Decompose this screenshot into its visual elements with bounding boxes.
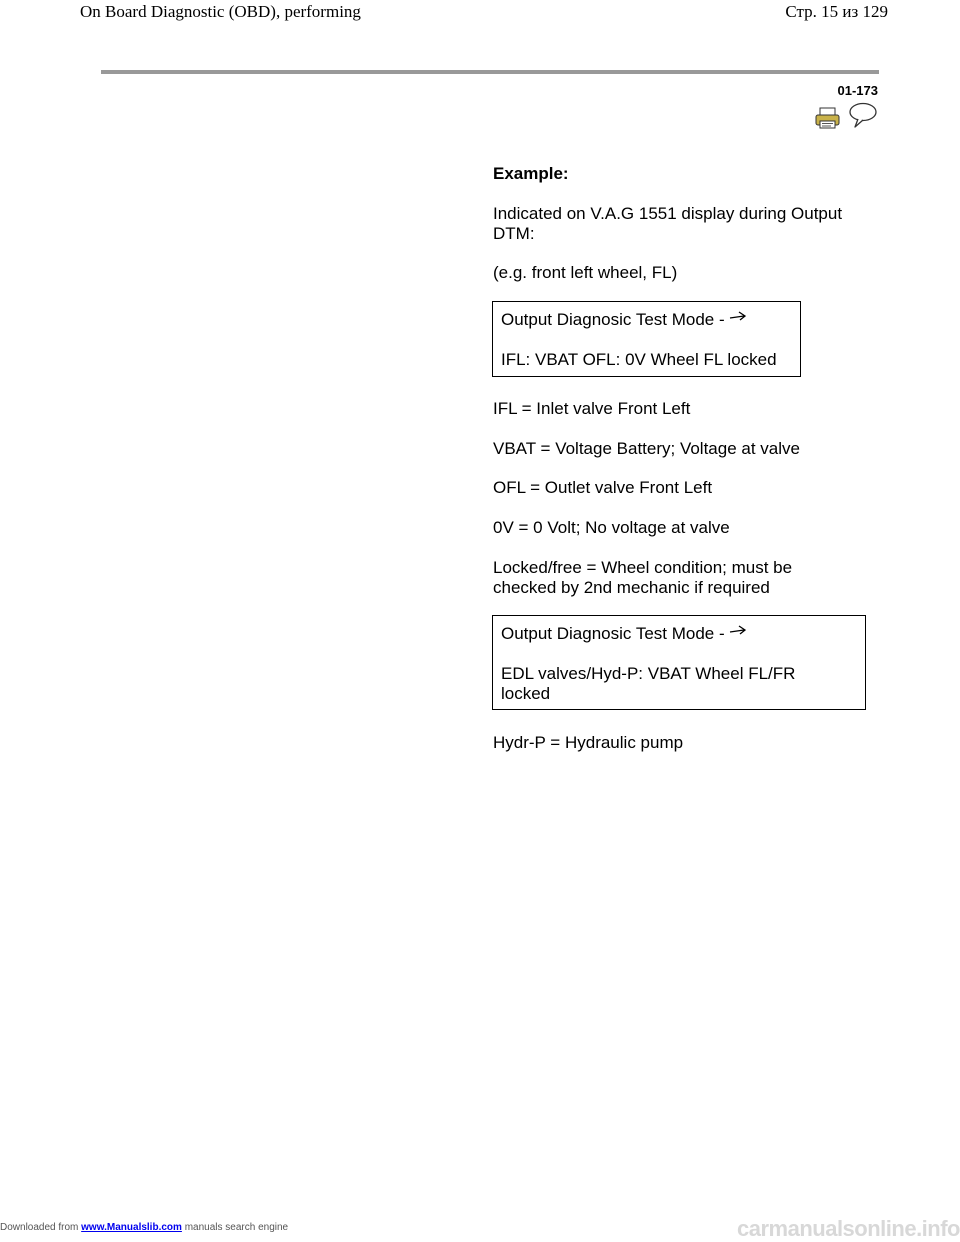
box2-line1: Output Diagnosic Test Mode - (501, 624, 725, 643)
document-number: 01-173 (837, 83, 878, 98)
def-ifl: IFL = Inlet valve Front Left (493, 399, 691, 418)
def-vbat: VBAT = Voltage Battery; Voltage at valve (493, 439, 800, 458)
example-heading: Example: (493, 164, 569, 183)
box2-line2: EDL valves/Hyd-P: VBAT Wheel FL/FR locked (501, 664, 796, 703)
intro-text: Indicated on V.A.G 1551 display during Output DTM: (493, 204, 843, 243)
watermark: carmanualsonline.info (737, 1216, 960, 1241)
display-box-1 (492, 301, 801, 377)
footer-prefix: Downloaded from (0, 1222, 79, 1233)
def-0v: 0V = 0 Volt; No voltage at valve (493, 518, 730, 537)
header-title: On Board Diagnostic (OBD), performing (80, 2, 361, 21)
print-icon[interactable] (815, 107, 840, 129)
footer-suffix: manuals search engine (184, 1222, 289, 1233)
header-page-number: Стр. 15 из 129 (785, 2, 888, 21)
def-locked: Locked/free = Wheel condition; must be checked by 2nd mechanic if required (493, 558, 793, 597)
footer (0, 1222, 288, 1233)
box1-line1: Output Diagnosic Test Mode - (501, 310, 725, 329)
arrow-right-icon (729, 625, 747, 637)
box1-line2: IFL: VBAT OFL: 0V Wheel FL locked (501, 350, 777, 369)
display-box-2 (492, 615, 866, 710)
example-note: (e.g. front left wheel, FL) (493, 263, 678, 282)
footer-link[interactable]: www.Manualslib.com (81, 1222, 182, 1233)
def-ofl: OFL = Outlet valve Front Left (493, 478, 713, 497)
header-rule (101, 70, 879, 74)
arrow-right-icon (729, 311, 747, 323)
def-hydr: Hydr-P = Hydraulic pump (493, 733, 684, 752)
speech-bubble-icon[interactable] (848, 102, 878, 128)
page-header (0, 0, 960, 26)
